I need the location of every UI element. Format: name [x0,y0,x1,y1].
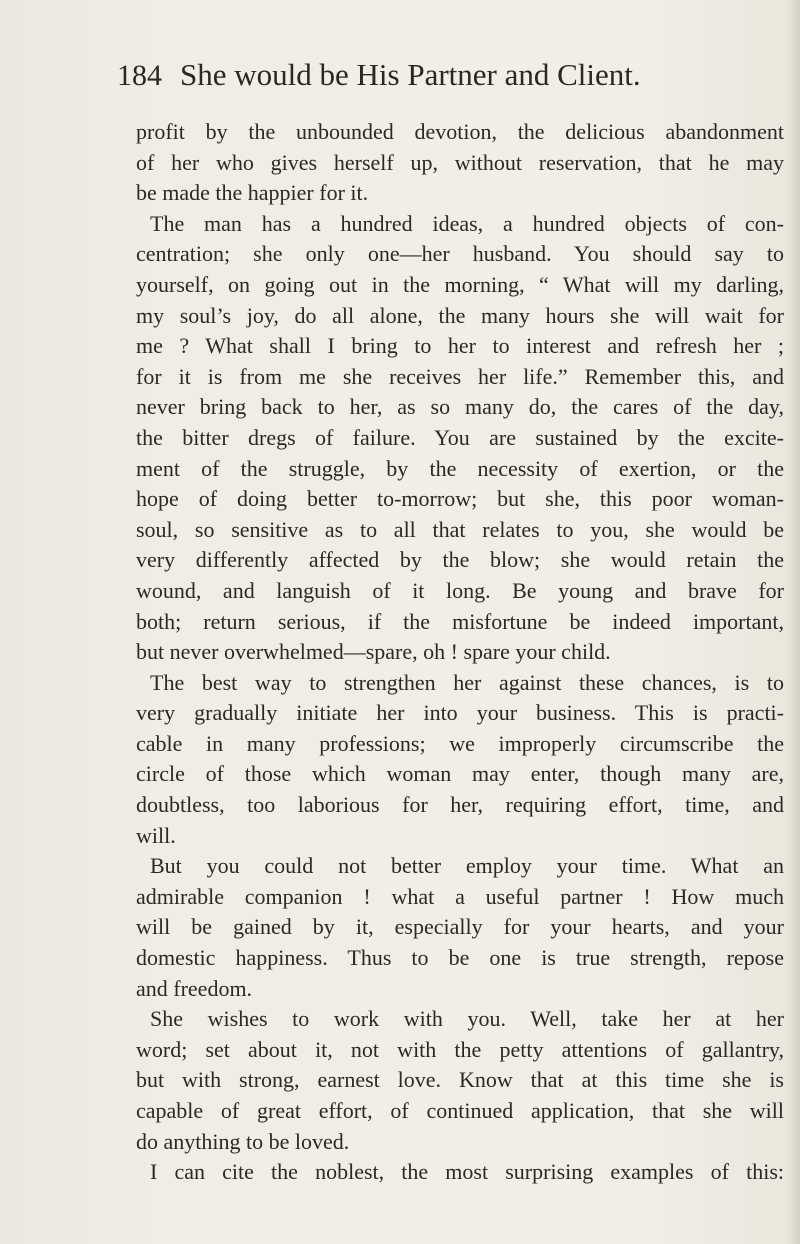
text-line: soul, so sensitive as to all that relates to you, she would be [136,516,784,542]
text-line: domestic happiness. Thus to be one is true strength, repose [136,945,784,971]
page-header [117,55,677,95]
body-text [136,117,784,1188]
text-line: very gradually initiate her into your business. This is practi- [136,700,784,726]
text-line: admirable companion ! what a useful partner ! How much [136,883,784,909]
text-line: cable in many professions; we improperly circumscribe the [136,730,784,756]
text-line: capable of great effort, of continued application, that she will [136,1098,784,1123]
running-head: She would be His Partner and Client. [180,57,641,92]
text-line: both; return serious, if the misfortune be indeed important, [136,608,784,634]
text-line: but with strong, earnest love. Know that at this time she is [136,1067,784,1093]
text-line: yourself, on going out in the morning, “ What will my darling, [136,271,784,297]
text-line: do anything to be loved. [136,1128,350,1154]
text-line: She wishes to work with you. Well, take her at her [150,1006,784,1032]
page-number: 184 [117,59,162,92]
page-edge-shadow [786,0,800,1244]
text-line: will be gained by it, especially for your hearts, and your [136,914,784,940]
text-line: But you could not better employ your time. What an [150,853,784,879]
text-line: ment of the struggle, by the necessity of exertion, or the [136,455,784,481]
text-line: for it is from me she receives her life.” Remember this, and [136,363,784,389]
text-line: The best way to strengthen her against these chances, is to [150,669,784,695]
text-line: The man has a hundred ideas, a hundred objects of con- [150,210,784,236]
text-line: but never overwhelmed—spare, oh ! spare your child. [136,639,611,665]
text-line: and freedom. [136,975,253,1001]
text-line: me ? What shall I bring to her to interest and refresh her ; [136,333,784,359]
text-line: be made the happier for it. [136,180,369,206]
text-line: word; set about it, not with the petty attentions of gallantry, [136,1036,784,1062]
text-line: profit by the unbounded devotion, the delicious abandonment [136,119,784,144]
text-line: never bring back to her, as so many do, the cares of the day, [136,394,784,420]
text-line: circle of those which woman may enter, though many are, [136,761,784,787]
text-line: doubtless, too laborious for her, requiring effort, time, and [136,792,784,818]
text-line: my soul’s joy, do all alone, the many hours she will wait for [136,302,784,328]
text-line: I can cite the noblest, the most surprising examples of this: [150,1159,784,1185]
text-line: will. [136,822,176,848]
text-line: wound, and languish of it long. Be young and brave for [136,577,784,603]
text-line: centration; she only one—her husband. You should say to [136,241,784,267]
text-line: very differently affected by the blow; she would retain the [136,547,784,573]
text-line: the bitter dregs of failure. You are sustained by the excite- [136,424,784,450]
text-line: of her who gives herself up, without reservation, that he may [136,149,784,175]
text-line: hope of doing better to-morrow; but she, this poor woman- [136,486,784,512]
